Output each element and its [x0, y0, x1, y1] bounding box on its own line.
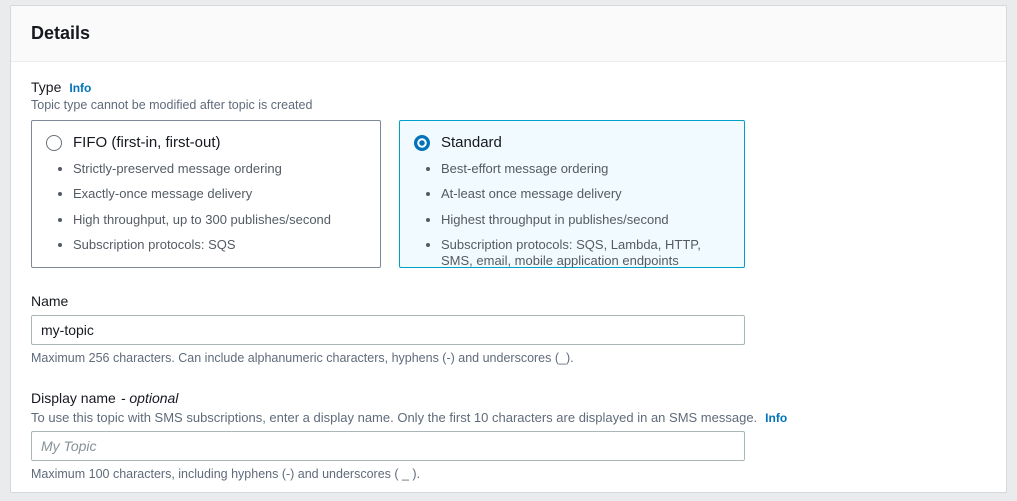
display-name-description: To use this topic with SMS subscriptions, enter a display name. Only the first 10 characters are displayed in an SMS message.: [31, 410, 758, 425]
display-name-input[interactable]: [31, 431, 745, 461]
tile-standard[interactable]: [399, 120, 745, 268]
standard-radio[interactable]: [414, 135, 430, 151]
panel-title: Details: [31, 23, 91, 43]
display-name-help-text: Maximum 100 characters, including hyphens (-) and underscores ( _ ).: [31, 467, 421, 481]
details-panel: [10, 5, 1007, 493]
display-name-info-link[interactable]: Info: [765, 411, 788, 425]
standard-bullet-list: [414, 161, 730, 269]
display-name-field: [31, 390, 986, 481]
topic-type-tiles: [31, 120, 986, 268]
bullet-item: • High throughput, up to 300 publishes/second: [73, 212, 366, 228]
panel-body: [11, 62, 1006, 501]
name-label: Name: [31, 293, 69, 309]
panel-header: [11, 6, 1006, 62]
fifo-title: FIFO (first-in, first-out): [73, 134, 221, 151]
name-input[interactable]: [31, 315, 745, 345]
standard-title: Standard: [441, 134, 502, 151]
type-info-link[interactable]: Info: [69, 81, 92, 95]
fifo-radio[interactable]: [46, 135, 62, 151]
type-label: Type: [31, 79, 62, 95]
display-name-label: Display name: [31, 390, 116, 406]
name-help-text: Maximum 256 characters. Can include alphanumeric characters, hyphens (-) and underscores (_).: [31, 351, 574, 365]
fifo-bullet-list: [46, 161, 366, 253]
bullet-item: • Highest throughput in publishes/second: [441, 212, 730, 228]
bullet-item: • At-least once message delivery: [441, 186, 730, 202]
type-description: Topic type cannot be modified after topic is created: [31, 98, 313, 112]
name-field: [31, 293, 986, 365]
bullet-item: • Subscription protocols: SQS, Lambda, HTTP, SMS, email, mobile application endpoints: [441, 237, 730, 270]
bullet-item: • Strictly-preserved message ordering: [73, 161, 366, 177]
bullet-item: • Best-effort message ordering: [441, 161, 730, 177]
bullet-item: • Subscription protocols: SQS: [73, 237, 366, 253]
tile-fifo[interactable]: [31, 120, 381, 268]
bullet-item: • Exactly-once message delivery: [73, 186, 366, 202]
type-field: [31, 79, 986, 268]
display-name-optional-suffix: - optional: [120, 390, 179, 406]
